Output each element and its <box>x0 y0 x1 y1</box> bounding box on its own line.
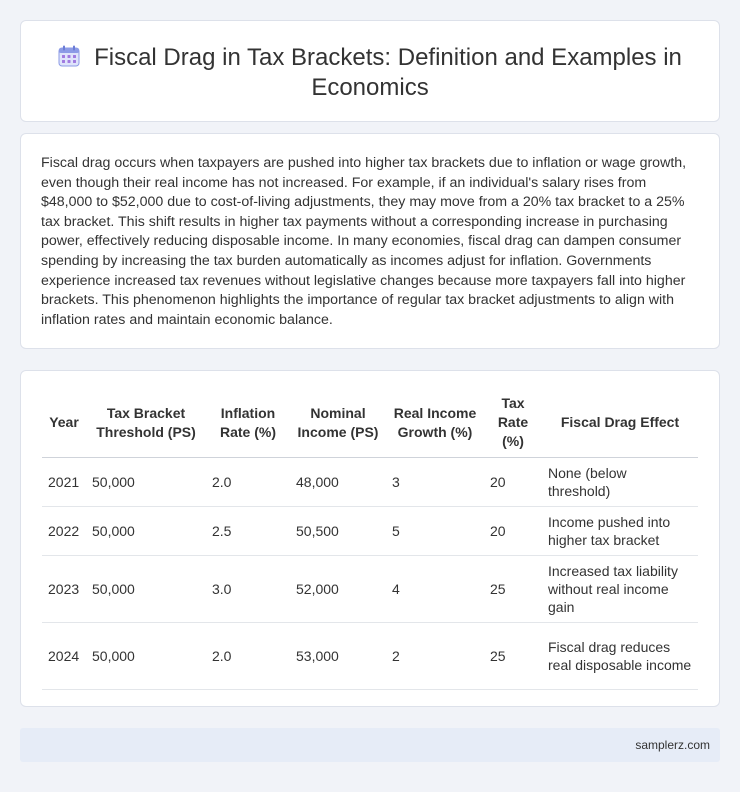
table-row <box>42 507 698 556</box>
description-card <box>20 133 720 349</box>
cell-fiscal-drag-effect: None (below threshold) <box>542 458 698 507</box>
cell-tax-rate: 20 <box>484 507 542 556</box>
header-inflation: Inflation Rate (%) <box>206 390 290 458</box>
cell-year: 2021 <box>42 458 86 507</box>
cell-real-income-growth: 2 <box>386 623 484 690</box>
cell-threshold: 50,000 <box>86 556 206 623</box>
cell-real-income-growth: 5 <box>386 507 484 556</box>
cell-threshold: 50,000 <box>86 623 206 690</box>
cell-nominal-income: 53,000 <box>290 623 386 690</box>
page-title: Fiscal Drag in Tax Brackets: Definition and Examples in Economics <box>94 44 682 101</box>
header-year: Year <box>42 390 86 458</box>
description-text: Fiscal drag occurs when taxpayers are pushed into higher tax brackets due to inflation or wage growth, even though their real income has not increased. For example, if an individual's salary rises from $48,000 to $52,000 due to cost-of-living adjustments, they may move from a 20% tax bracket to a 25% tax bracket. This shift results in higher tax payments without a corresponding increase in purchasing power, effectively reducing disposable income. In many economies, fiscal drag can dampen consumer spending by increasing the tax burden automatically as incomes adjust for inflation. Governments experience increased tax revenues without legislative changes because more taxpayers fall into higher brackets. This phenomenon highlights the importance of regular tax bracket adjustments to align with inflation rates and maintain economic balance. <box>41 155 687 328</box>
header-nominal-income: Nominal Income (PS) <box>290 390 386 458</box>
table-row <box>42 458 698 507</box>
header-threshold: Tax Bracket Threshold (PS) <box>86 390 206 458</box>
header-real-income-growth: Real Income Growth (%) <box>386 390 484 458</box>
cell-threshold: 50,000 <box>86 458 206 507</box>
footer <box>20 728 720 762</box>
cell-inflation: 2.0 <box>206 623 290 690</box>
footer-site-link[interactable]: samplerz.com <box>635 738 710 752</box>
title-card <box>20 20 720 122</box>
table-card <box>20 370 720 707</box>
calendar-icon <box>58 45 80 67</box>
fiscal-drag-table <box>42 390 698 690</box>
table-row <box>42 623 698 690</box>
cell-tax-rate: 25 <box>484 623 542 690</box>
cell-real-income-growth: 4 <box>386 556 484 623</box>
cell-real-income-growth: 3 <box>386 458 484 507</box>
cell-tax-rate: 25 <box>484 556 542 623</box>
cell-threshold: 50,000 <box>86 507 206 556</box>
cell-inflation: 2.0 <box>206 458 290 507</box>
table-header-row <box>42 390 698 458</box>
cell-year: 2022 <box>42 507 86 556</box>
cell-inflation: 2.5 <box>206 507 290 556</box>
table-row <box>42 556 698 623</box>
header-tax-rate: Tax Rate (%) <box>484 390 542 458</box>
header-fiscal-drag-effect: Fiscal Drag Effect <box>542 390 698 458</box>
cell-fiscal-drag-effect: Fiscal drag reduces real disposable income <box>542 623 698 690</box>
cell-nominal-income: 50,500 <box>290 507 386 556</box>
cell-tax-rate: 20 <box>484 458 542 507</box>
cell-fiscal-drag-effect: Income pushed into higher tax bracket <box>542 507 698 556</box>
cell-nominal-income: 52,000 <box>290 556 386 623</box>
cell-inflation: 3.0 <box>206 556 290 623</box>
cell-nominal-income: 48,000 <box>290 458 386 507</box>
page-title-wrap <box>21 43 719 103</box>
cell-year: 2023 <box>42 556 86 623</box>
cell-fiscal-drag-effect: Increased tax liability without real income gain <box>542 556 698 623</box>
cell-year: 2024 <box>42 623 86 690</box>
